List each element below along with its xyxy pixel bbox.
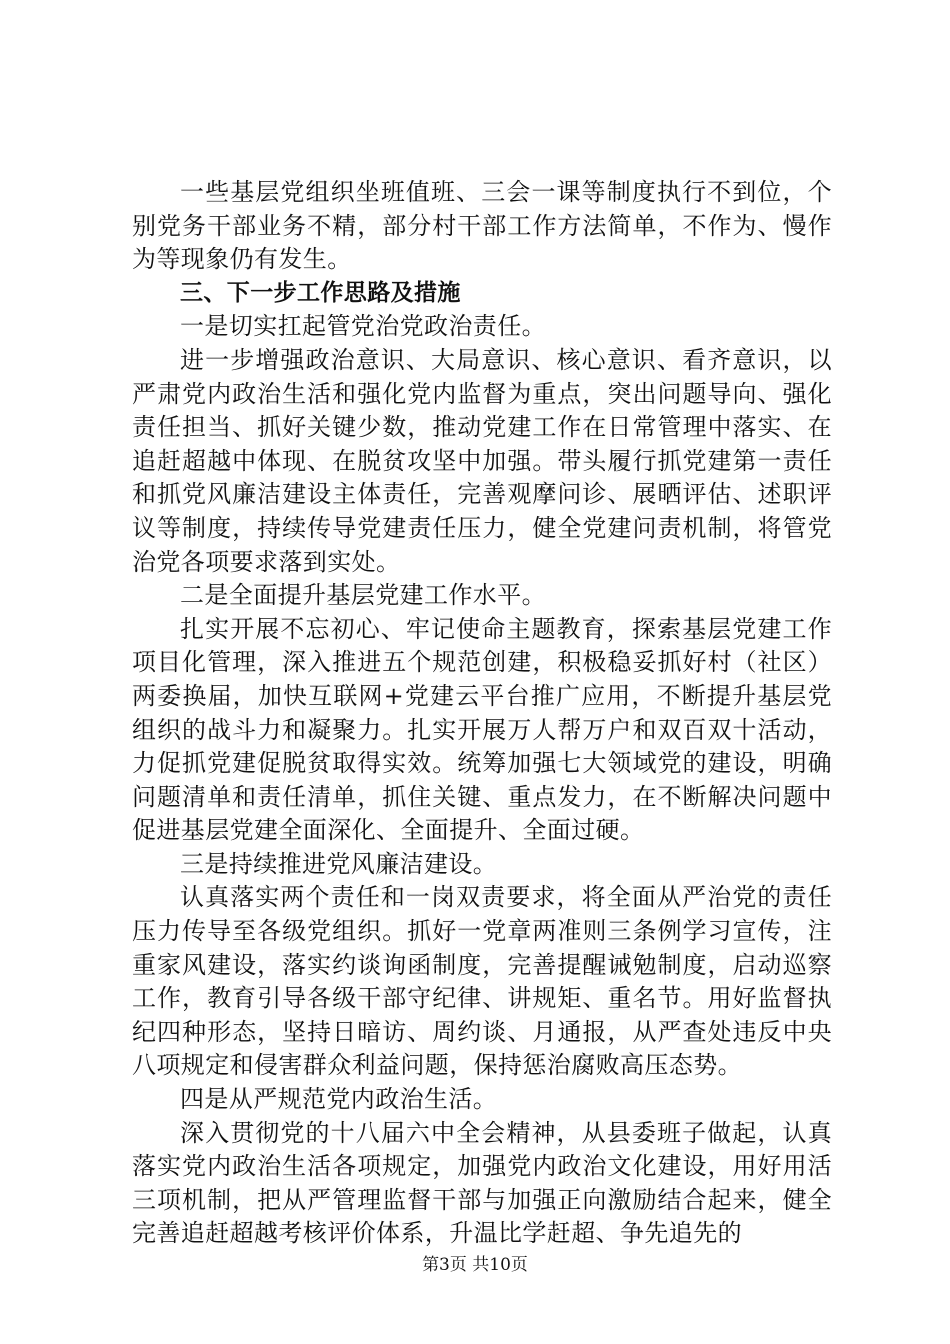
document-body — [132, 176, 832, 1251]
subheading-integrity: 三是持续推进党风廉洁建设。 — [180, 849, 498, 878]
paragraph-problems: 一些基层党组织坐班值班、三会一课等制度执行不到位，个别党务干部业务不精，部分村干部工作方法简单，不作为、慢作为等现象仍有发生。 — [132, 178, 832, 274]
page-number-footer: 第3页 共10页 — [422, 1255, 528, 1275]
subheading-grassroots: 二是全面提升基层党建工作水平。 — [180, 581, 546, 610]
subheading-responsibility: 一是切实扛起管党治党政治责任。 — [180, 312, 546, 341]
paragraph-integrity: 认真落实两个责任和一岗双责要求，将全面从严治党的责任压力传导至各级党组织。抓好一党章两准则三条例学习宣传，注重家风建设，落实约谈询函制度，完善提醒诫勉制度，启动巡察工作，教育引导各级干部守纪律、讲规矩、重名节。用好监督执纪四种形态，坚持日暗访、周约谈、月通报，从严查处违反中央八项规定和侵害群众利益问题，保持惩治腐败高压态势。 — [132, 883, 832, 1080]
paragraph-grassroots: 扎实开展不忘初心、牢记使命主题教育，探索基层党建工作项目化管理，深入推进五个规范创建，积极稳妥抓好村（社区）两委换届，加快互联网+党建云平台推广应用，不断提升基层党组织的战斗力和凝聚力。扎实开展万人帮万户和双百双十活动，力促抓党建促脱贫取得实效。统筹加强七大领域党的建设，明确问题清单和责任清单，抓住关键、重点发力，在不断解决问题中促进基层党建全面深化、全面提升、全面过硬。 — [132, 614, 832, 845]
section-heading-next-steps: 三、下一步工作思路及措施 — [180, 279, 461, 306]
subheading-political-life: 四是从严规范党内政治生活。 — [180, 1085, 498, 1114]
paragraph-responsibility: 进一步增强政治意识、大局意识、核心意识、看齐意识，以严肃党内政治生活和强化党内监督为重点，突出问题导向、强化责任担当、抓好关键少数，推动党建工作在日常管理中落实、在追赶超越中体现、在脱贫攻坚中加强。带头履行抓党建第一责任和抓党风廉洁建设主体责任，完善观摩问诊、展晒评估、述职评议等制度，持续传导党建责任压力，健全党建问责机制，将管党治党各项要求落到实处。 — [132, 345, 832, 576]
paragraph-political-life: 深入贯彻党的十八届六中全会精神，从县委班子做起，认真落实党内政治生活各项规定，加强党内政治文化建设，用好用活三项机制，把从严管理监督干部与加强正向激励结合起来，健全完善追赶超越考核评价体系，升温比学赶超、争先追先的 — [132, 1118, 832, 1248]
